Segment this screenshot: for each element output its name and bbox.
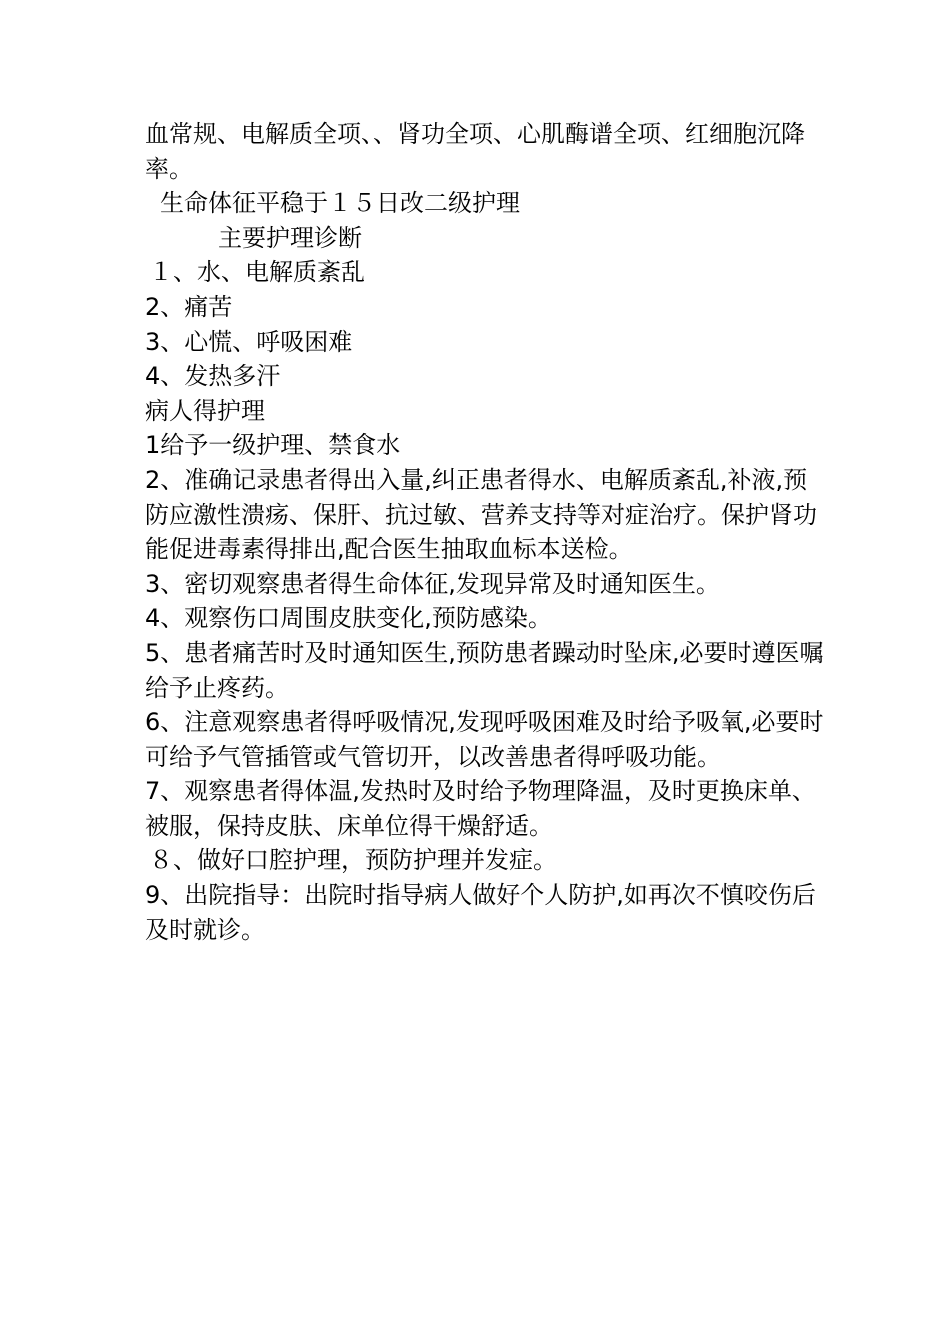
care-heading: 病人得护理 xyxy=(145,396,265,425)
care-item-9: 9、出院指导：出院时指导病人做好个人防护,如再次不慎咬伤后及时就诊。 xyxy=(145,881,816,944)
diagnosis-heading: 主要护理诊断 xyxy=(218,223,362,252)
care-item-7: 7、观察患者得体温,发热时及时给予物理降温，及时更换床单、被服，保持皮肤、床单位得干燥舒适。 xyxy=(145,777,816,840)
care-item-1: 1给予一级护理、禁食水 xyxy=(145,431,401,460)
diagnosis-item-4: 4、发热多汗 xyxy=(145,362,281,391)
document-body xyxy=(145,117,825,947)
care-item-2: 2、准确记录患者得出入量,纠正患者得水、电解质紊乱,补液,预防应激性溃疡、保肝、抗过敏、营养支持等对症治疗。保护肾功能促进毒素得排出,配合医生抽取血标本送检。 xyxy=(145,465,817,564)
care-item-8: ８、做好口腔护理，预防护理并发症。 xyxy=(149,846,557,875)
diagnosis-item-3: 3、心慌、呼吸困难 xyxy=(145,327,353,356)
lab-tests-paragraph: 血常规、电解质全项、、肾功全项、心肌酶谱全项、红细胞沉降率。 xyxy=(145,120,805,183)
care-item-6: 6、注意观察患者得呼吸情况,发现呼吸困难及时给予吸氧,必要时可给予气管插管或气管切开，以改善患者得呼吸功能。 xyxy=(145,708,824,771)
care-item-5: 5、患者痛苦时及时通知医生,预防患者躁动时坠床,必要时遵医嘱给予止疼药。 xyxy=(145,638,824,702)
care-item-4: 4、观察伤口周围皮肤变化,预防感染。 xyxy=(145,604,552,633)
vital-signs-note: 生命体征平稳于１５日改二级护理 xyxy=(160,189,520,218)
care-item-3: 3、密切观察患者得生命体征,发现异常及时通知医生。 xyxy=(145,569,720,598)
diagnosis-item-1: １、水、电解质紊乱 xyxy=(149,258,365,287)
diagnosis-item-2: 2、痛苦 xyxy=(145,292,233,321)
